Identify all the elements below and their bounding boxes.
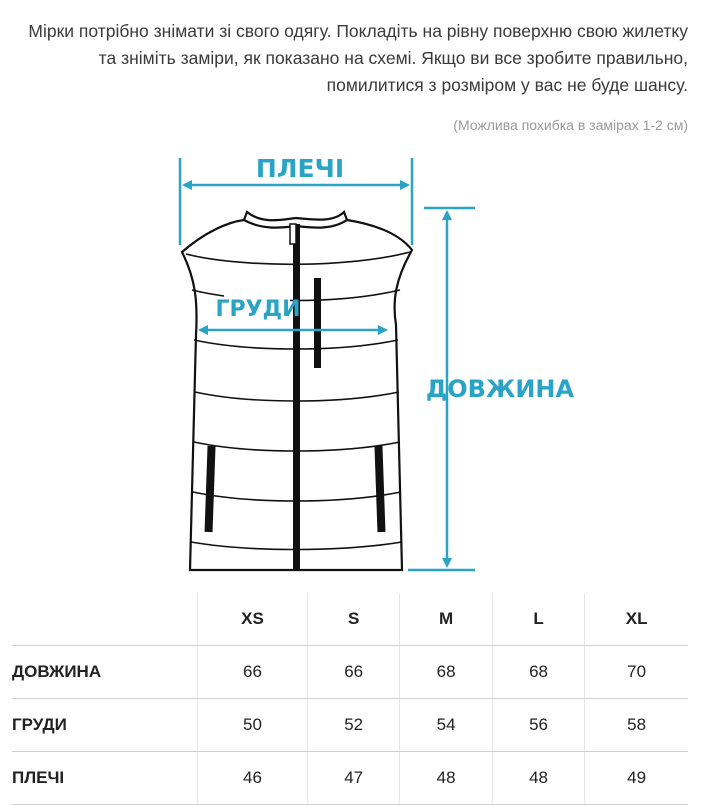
size-header-m: M (400, 593, 492, 646)
table-row (12, 646, 688, 699)
zipper-pull (290, 224, 296, 244)
right-pocket (374, 446, 385, 532)
table-cell: 47 (307, 752, 399, 805)
size-header-s: S (307, 593, 399, 646)
measurement-note: (Можлива похибка в замірах 1-2 см) (453, 117, 688, 133)
row-label-shoulders: ПЛЕЧІ (12, 752, 198, 805)
table-cell: 52 (307, 699, 399, 752)
size-table (12, 593, 688, 805)
row-label-chest: ГРУДИ (12, 699, 198, 752)
table-cell: 58 (585, 699, 688, 752)
table-cell: 68 (492, 646, 584, 699)
chest-label: ГРУДИ (215, 297, 301, 322)
table-cell: 68 (400, 646, 492, 699)
size-header-xl: XL (585, 593, 688, 646)
table-cell: 70 (585, 646, 688, 699)
table-cell: 66 (198, 646, 308, 699)
table-cell: 56 (492, 699, 584, 752)
table-cell: 50 (198, 699, 308, 752)
size-header-xs: XS (198, 593, 308, 646)
shoulders-label: ПЛЕЧІ (255, 154, 345, 183)
vest-measurement-diagram (0, 150, 704, 590)
table-cell: 48 (400, 752, 492, 805)
left-pocket (205, 446, 216, 532)
chest-pocket (314, 278, 321, 368)
header-empty (12, 593, 198, 646)
table-cell: 46 (198, 752, 308, 805)
table-row (12, 752, 688, 805)
size-header-row (12, 593, 688, 646)
table-cell: 48 (492, 752, 584, 805)
table-cell: 54 (400, 699, 492, 752)
table-row (12, 699, 688, 752)
table-cell: 66 (307, 646, 399, 699)
row-label-length: ДОВЖИНА (12, 646, 198, 699)
length-label: ДОВЖИНА (425, 375, 575, 403)
intro-text: Мірки потрібно знімати зі свого одягу. Покладіть на рівну поверхню свою жилетку та зніміть заміри, як показано на схемі. Якщо ви все зробите правильно, помилитися з розміром у вас не буде шансу. (28, 21, 688, 95)
table-cell: 49 (585, 752, 688, 805)
zipper (293, 224, 300, 570)
size-header-l: L (492, 593, 584, 646)
